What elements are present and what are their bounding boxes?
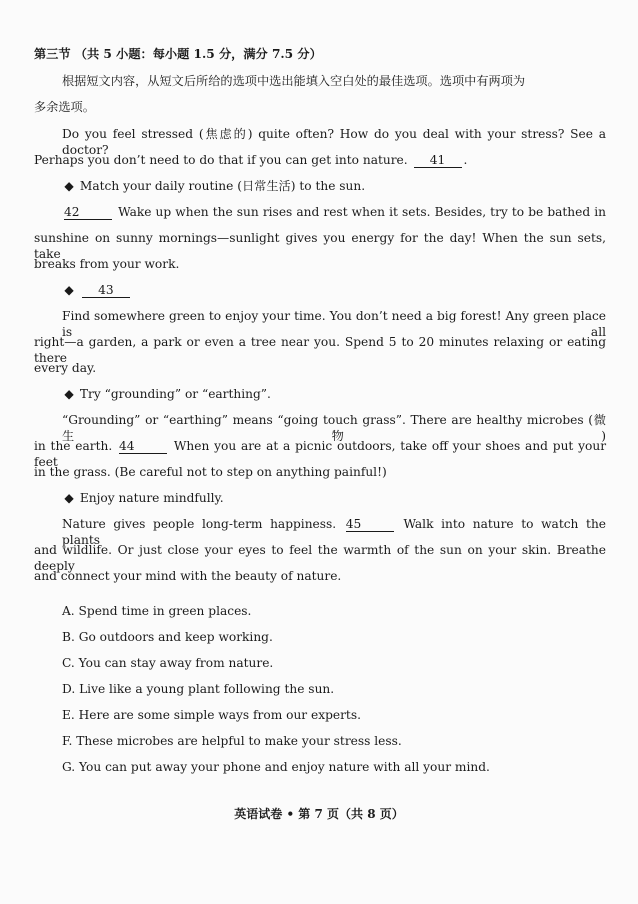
passage-line: breaks from your work. [34,257,180,271]
page-footer: 英语试卷 • 第 7 页（共 8 页） [234,807,404,821]
passage-line: Do you feel stressed (焦虑的) quite often? How do you deal with your stress? See a doctor? [62,127,606,157]
blank-45: 45 [346,517,394,532]
diamond-bullet-icon: ◆ [64,491,74,505]
subheading [62,386,606,402]
option-f: F. These microbes are helpful to make your stress less. [62,734,402,748]
blank-42: 42 [64,205,112,220]
subheading [62,490,606,506]
passage-text: Wake up when the sun rises and rest when it sets. Besides, try to be bathed in [118,205,607,219]
passage-line: sunshine on sunny mornings—sunlight gives you energy for the day! When the sun sets, take [34,231,606,261]
option-c: C. You can stay away from nature. [62,656,274,670]
diamond-bullet-icon: ◆ [64,179,74,193]
subheading [62,282,606,298]
option-d: D. Live like a young plant following the sun. [62,682,335,696]
passage-text: When you are at a picnic outdoors, take off your shoes and put your feet [34,439,607,469]
passage-text: Perhaps you don’t need to do that if you can get into nature. [34,153,408,167]
subheading [62,178,606,194]
option-a: A. Spend time in green places. [62,604,252,618]
passage-text: in the earth. [34,439,113,453]
passage-line: right—a garden, a park or even a tree near you. Spend 5 to 20 minutes relaxing or eating there [34,335,606,365]
blank-44: 44 [119,439,167,454]
passage-line: “Grounding” or “earthing” means “going touch grass”. There are healthy microbes (微生物) [62,413,606,443]
blank-43: 43 [82,283,130,298]
diamond-bullet-icon: ◆ [64,387,74,401]
blank-41: 41 [414,153,462,168]
option-b: B. Go outdoors and keep working. [62,630,273,644]
passage-line [34,152,606,168]
diamond-bullet-icon: ◆ [64,283,74,297]
subheading-text: Try “grounding” or “earthing”. [79,387,271,401]
passage-text: . [463,153,468,167]
subheading-text: Enjoy nature mindfully. [79,491,224,505]
passage-line: and connect your mind with the beauty of nature. [34,569,342,583]
instruction-line: 根据短文内容，从短文后所给的选项中选出能填入空白处的最佳选项。选项中有两项为 [62,74,526,88]
passage-text: Nature gives people long-term happiness. [62,517,337,531]
section-title: 第三节 （共 5 小题：每小题 1.5 分，满分 7.5 分） [34,47,322,61]
passage-line: Find somewhere green to enjoy your time. You don’t need a big forest! Any green place is all [62,309,606,339]
passage-line: every day. [34,361,97,375]
subheading-text: Match your daily routine (日常生活) to the sun. [79,179,366,193]
passage-line [62,204,606,220]
passage-line: in the grass. (Be careful not to step on anything painful!) [34,465,387,479]
instruction-line: 多余选项。 [34,100,95,114]
option-g: G. You can put away your phone and enjoy nature with all your mind. [62,760,490,774]
passage-line: and wildlife. Or just close your eyes to feel the warmth of the sun on your skin. Breathe deeply [34,543,606,573]
passage-text: Walk into nature to watch the plants [62,517,606,547]
option-e: E. Here are some simple ways from our experts. [62,708,361,722]
